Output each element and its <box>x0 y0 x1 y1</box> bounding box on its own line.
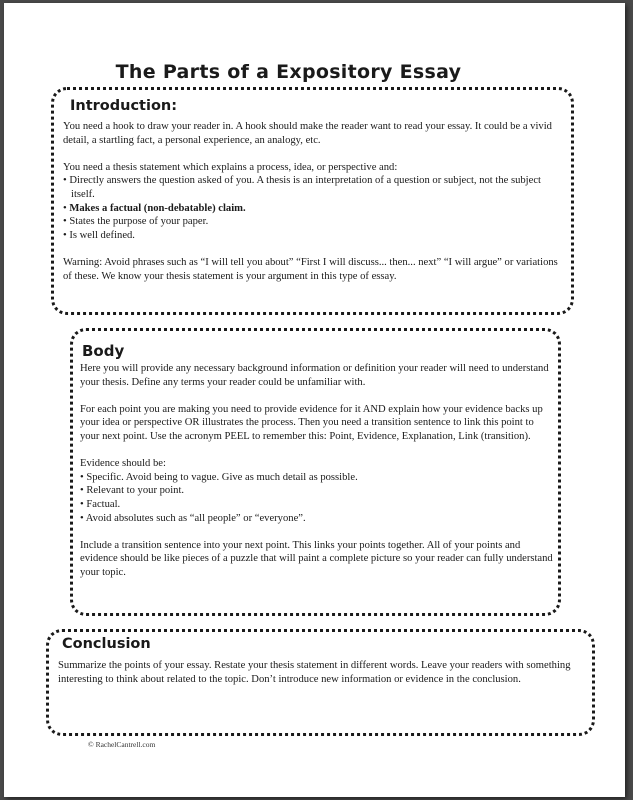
body-paragraph: Evidence should be: <box>80 458 166 470</box>
introduction-paragraph: You need a hook to draw your reader in. A hook should make the reader want to read your essay. It could be a vivid detail, a startling fact, a personal experience, an analogy, etc. <box>63 121 552 146</box>
body-paragraph: For each point you are making you need to provide evidence for it AND explain how your evidence backs up your idea or perspective OR illustrates the process. Then you need a transition sentence to link this point to your next point. Use the acronym PEEL to remember this: Point, Evidence, Explanation, Link (transition). <box>80 403 543 442</box>
body-bullet: • Relevant to your point. <box>80 485 185 497</box>
page-title: The Parts of a Expository Essay <box>115 61 462 83</box>
document-page <box>4 3 625 797</box>
body-text <box>80 362 553 580</box>
introduction-text <box>63 120 566 283</box>
introduction-bullet: • Is well defined. <box>63 229 135 241</box>
conclusion-paragraph: Summarize the points of your essay. Restate your thesis statement in different words. Leave your readers with something interesting to think about related to the topic. Don’t introduce new information or evidence in the conclusion. <box>58 660 571 685</box>
body-heading: Body <box>82 342 125 360</box>
copyright-footer: © RachelCantrell.com <box>88 740 156 749</box>
introduction-paragraph: You need a thesis statement which explains a process, idea, or perspective and: <box>63 161 398 173</box>
conclusion-text <box>58 659 586 686</box>
body-paragraph: Here you will provide any necessary background information or definition your reader will need to understand your thesis. Define any terms your reader could be unfamiliar with. <box>80 363 549 388</box>
introduction-bullet: • States the purpose of your paper. <box>63 216 209 228</box>
conclusion-heading: Conclusion <box>62 636 151 652</box>
body-bullet: • Specific. Avoid being to vague. Give as much detail as possible. <box>80 471 358 483</box>
body-bullet: • Avoid absolutes such as “all people” or “everyone”. <box>80 512 306 524</box>
introduction-warning: Warning: Avoid phrases such as “I will tell you about” “First I will discuss... then... next” “I will argue” or variations of these. We know your thesis statement is your argument in this type of essay. <box>63 256 558 282</box>
introduction-bullet: • Makes a factual (non-debatable) claim. <box>63 202 246 214</box>
body-bullet: • Factual. <box>80 498 121 510</box>
introduction-bullet: • Directly answers the question asked of you. A thesis is an interpretation of a question or subject, not the subject itself. <box>63 175 541 200</box>
introduction-heading: Introduction: <box>70 98 178 114</box>
body-paragraph: Include a transition sentence into your next point. This links your points together. All of your points and evidence should be like pieces of a puzzle that will paint a complete picture so your reader can fully understand your topic. <box>80 539 553 578</box>
